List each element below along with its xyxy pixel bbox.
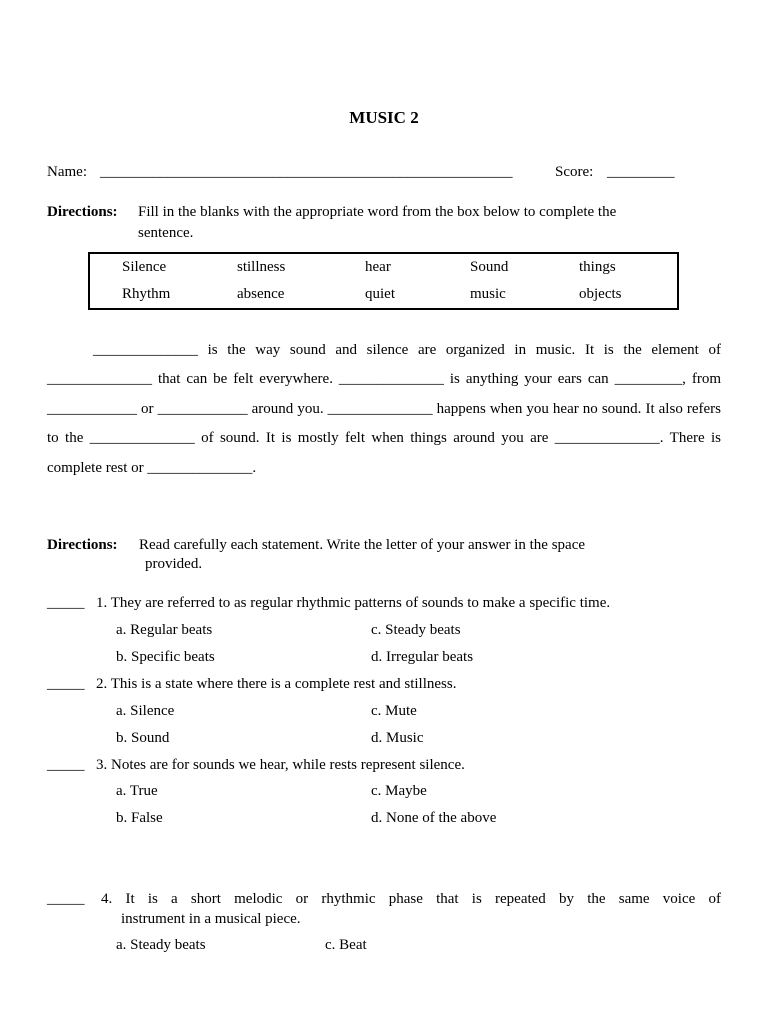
page-title: MUSIC 2 bbox=[349, 108, 419, 127]
word-box-item: things bbox=[579, 259, 616, 275]
choice-2b: b. Sound bbox=[116, 730, 170, 746]
choice-1a: a. Regular beats bbox=[116, 622, 213, 638]
score-label: Score: bbox=[555, 164, 594, 180]
answer-blank-3[interactable]: _____ bbox=[47, 757, 85, 773]
choice-2a: a. Silence bbox=[116, 703, 175, 719]
paragraph-text: ______________ is the way sound and silence are organized in music. It is the element of ______________ that can be felt everywhere. ______________ is anything your ears can _________, from ____________ or ____________ around you. ______________ happens when you hear no sound. It also refers to the ______________ of sound. It is mostly felt when things around you are ______________. There is complete rest or ______________. bbox=[47, 342, 721, 476]
choice-4c: c. Beat bbox=[325, 937, 367, 953]
word-box-item: Rhythm bbox=[122, 286, 171, 302]
directions-text-2: Read carefully each statement. Write the letter of your answer in the space bbox=[139, 537, 586, 553]
directions-text-1-cont: sentence. bbox=[138, 225, 194, 241]
question-3-text: 3. Notes are for sounds we hear, while rests represent silence. bbox=[96, 757, 465, 773]
name-label: Name: bbox=[47, 164, 87, 180]
choice-3c: c. Maybe bbox=[371, 783, 427, 799]
directions-text-1: Fill in the blanks with the appropriate word from the box below to complete the bbox=[138, 204, 617, 220]
score-field[interactable]: _________ bbox=[607, 164, 675, 180]
word-box-item: Sound bbox=[470, 259, 509, 275]
choice-3d: d. None of the above bbox=[371, 810, 497, 826]
word-box-item: stillness bbox=[237, 259, 286, 275]
word-box-item: hear bbox=[365, 259, 391, 275]
question-2-text: 2. This is a state where there is a complete rest and stillness. bbox=[96, 676, 457, 692]
question-4-text-cont: instrument in a musical piece. bbox=[121, 911, 301, 927]
word-box-item: quiet bbox=[365, 286, 395, 302]
choice-4a: a. Steady beats bbox=[116, 937, 206, 953]
choice-3a: a. True bbox=[116, 783, 158, 799]
choice-3b: b. False bbox=[116, 810, 163, 826]
answer-blank-1[interactable]: _____ bbox=[47, 595, 85, 611]
question-1-text: 1. They are referred to as regular rhythmic patterns of sounds to make a specific time. bbox=[96, 595, 611, 611]
question-4-text: 4. It is a short melodic or rhythmic phase that is repeated by the same voice of bbox=[101, 891, 721, 907]
name-field[interactable]: _______________________________________________________ bbox=[100, 164, 513, 180]
word-box-item: Silence bbox=[122, 259, 167, 275]
choice-2c: c. Mute bbox=[371, 703, 417, 719]
answer-blank-4[interactable]: _____ bbox=[47, 891, 85, 907]
choice-2d: d. Music bbox=[371, 730, 424, 746]
word-box bbox=[88, 252, 679, 310]
choice-1b: b. Specific beats bbox=[116, 649, 215, 665]
fill-in-paragraph bbox=[47, 336, 721, 483]
word-box-item: music bbox=[470, 286, 506, 302]
word-box-item: objects bbox=[579, 286, 622, 302]
choice-1c: c. Steady beats bbox=[371, 622, 461, 638]
directions-text-2-cont: provided. bbox=[145, 556, 203, 572]
answer-blank-2[interactable]: _____ bbox=[47, 676, 85, 692]
choice-1d: d. Irregular beats bbox=[371, 649, 474, 665]
word-box-item: absence bbox=[237, 286, 285, 302]
directions-label-1: Directions: bbox=[47, 204, 118, 220]
directions-label-2: Directions: bbox=[47, 537, 118, 553]
